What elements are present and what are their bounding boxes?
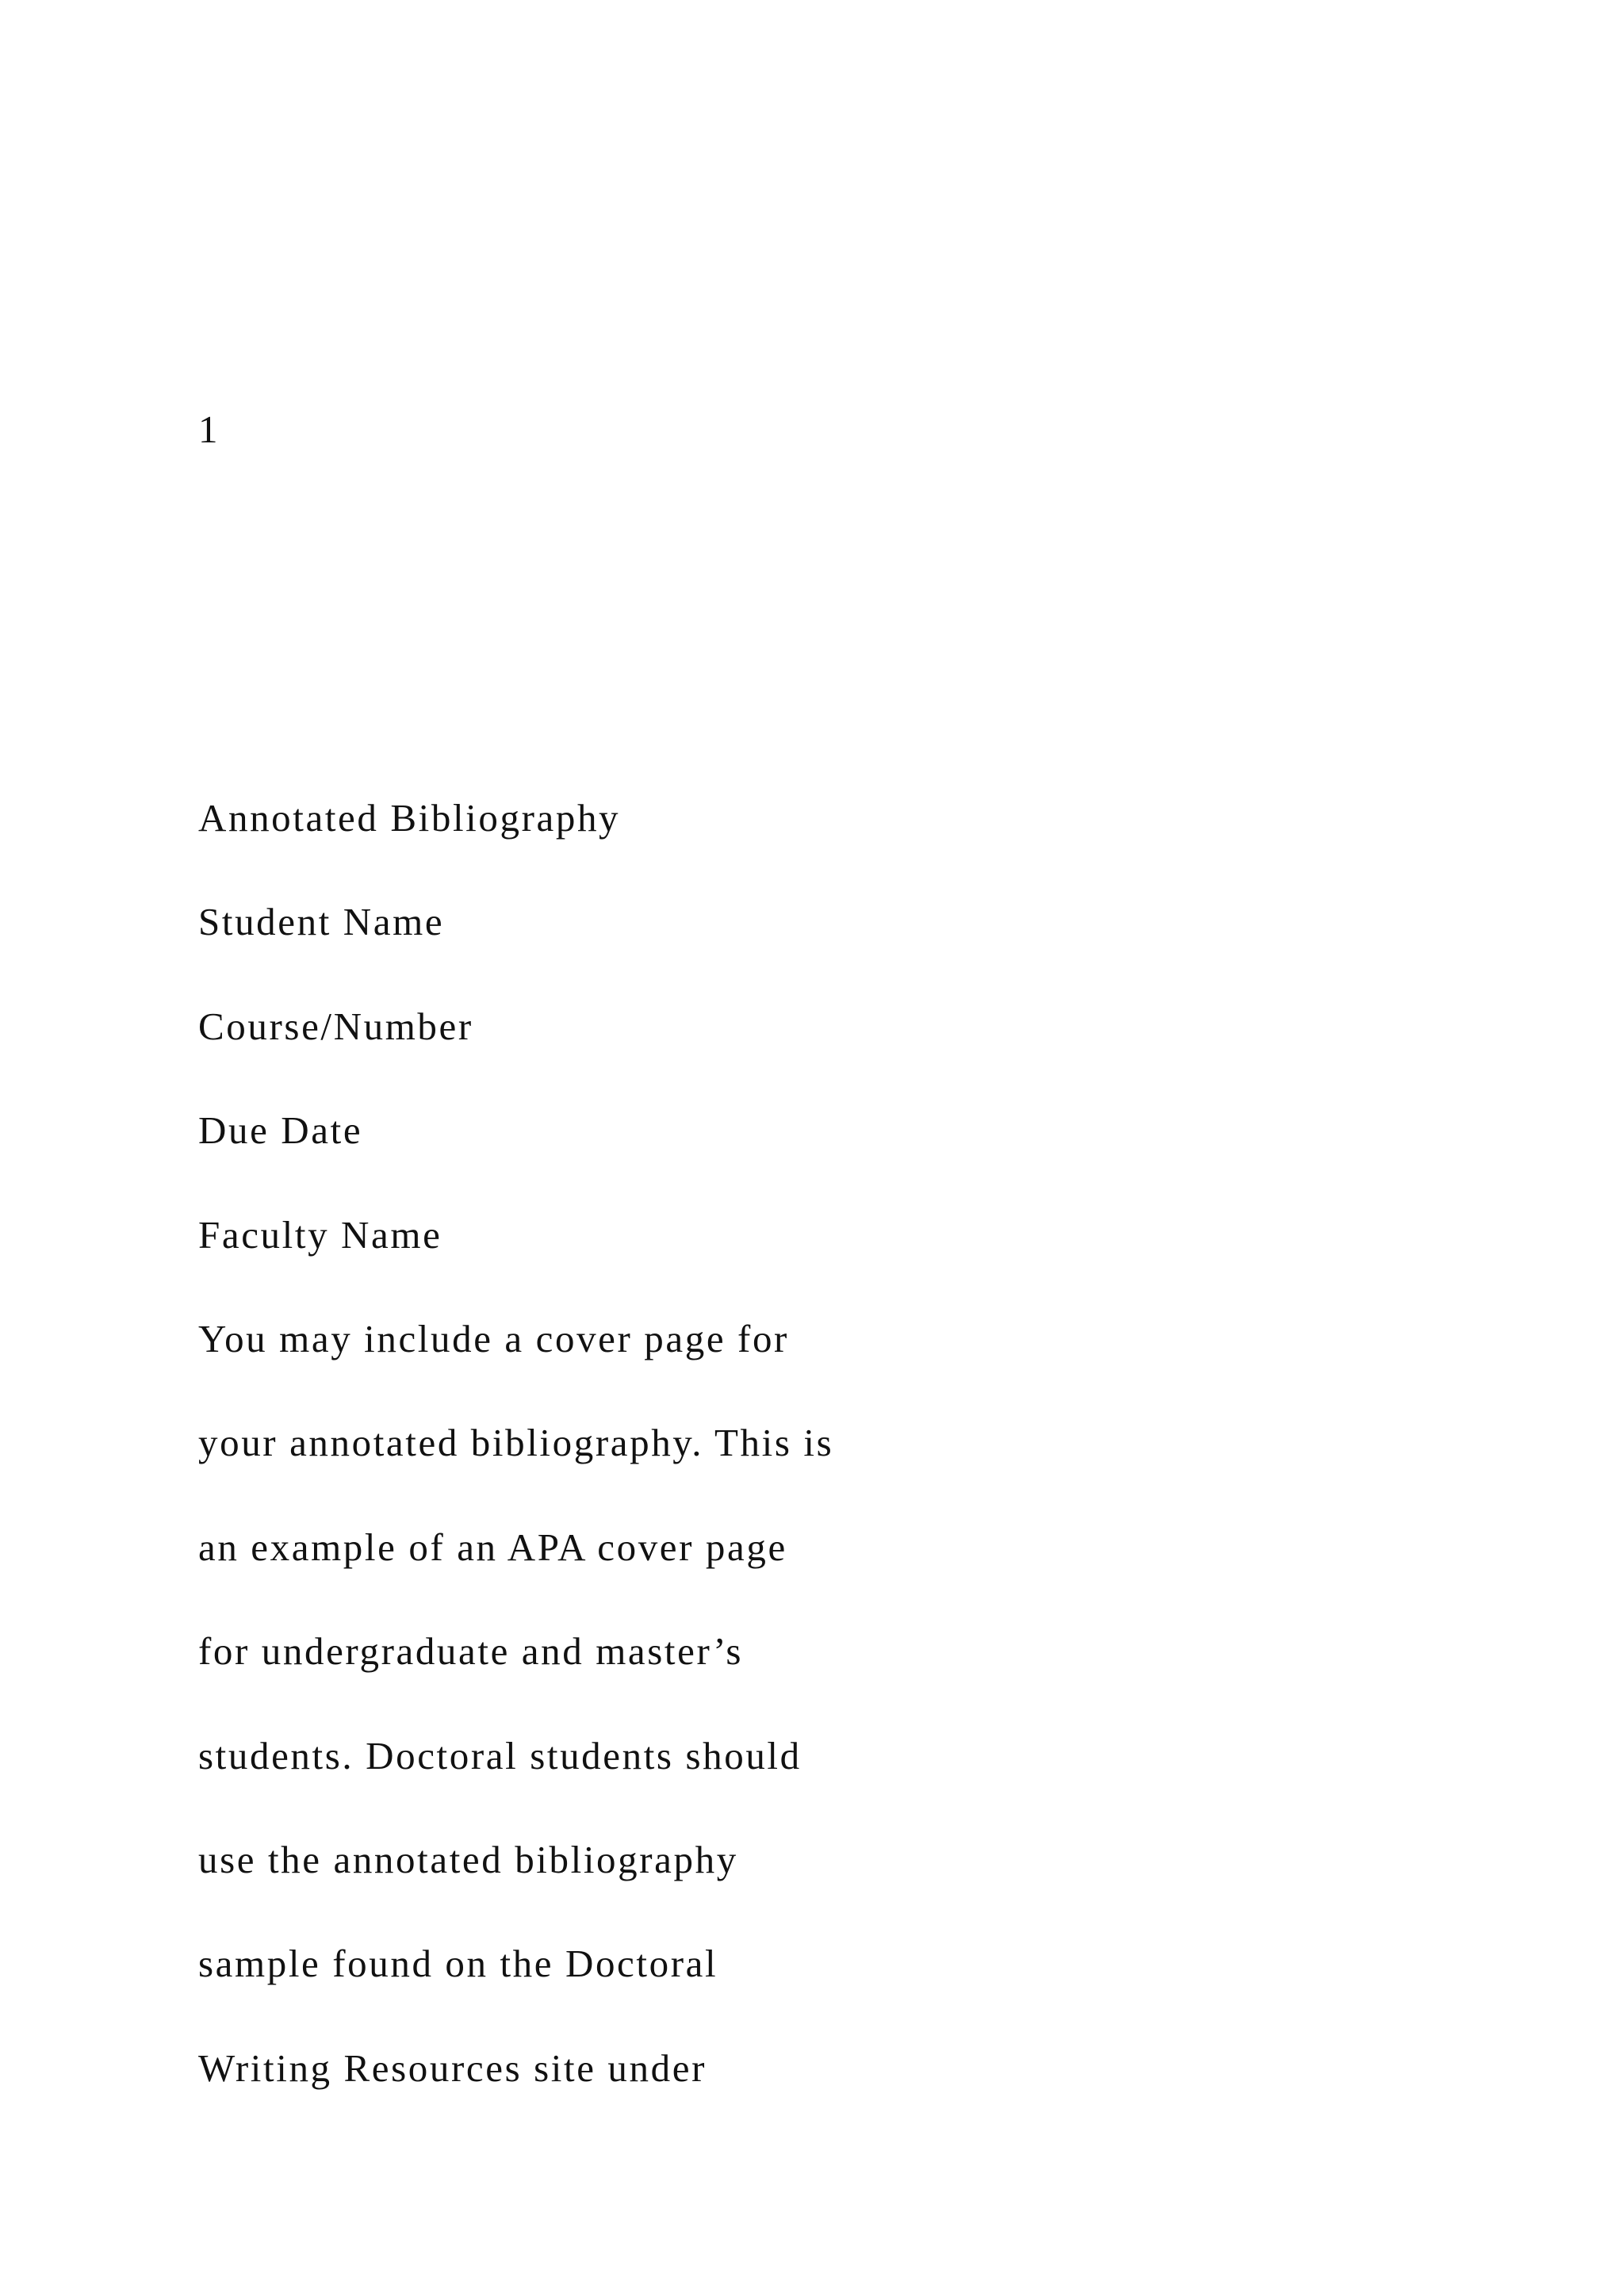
note-line: use the annotated bibliography bbox=[198, 1837, 738, 1881]
cover-page-text bbox=[198, 766, 1546, 2120]
note-line: students. Doctoral students should bbox=[198, 1733, 802, 1777]
faculty-name: Faculty Name bbox=[198, 1212, 442, 1257]
document-title: Annotated Bibliography bbox=[198, 796, 621, 840]
note-line: Writing Resources site under bbox=[198, 2045, 707, 2090]
page-number: 1 bbox=[198, 408, 220, 451]
due-date: Due Date bbox=[198, 1108, 363, 1153]
note-line: sample found on the Doctoral bbox=[198, 1942, 718, 1986]
note-line: You may include a cover page for bbox=[198, 1316, 789, 1360]
note-line: your annotated bibliography. This is bbox=[198, 1421, 834, 1465]
student-name: Student Name bbox=[198, 900, 445, 944]
note-line: an example of an APA cover page bbox=[198, 1525, 787, 1569]
course-number: Course/Number bbox=[198, 1004, 473, 1048]
note-line: for undergraduate and master’s bbox=[198, 1629, 744, 1674]
